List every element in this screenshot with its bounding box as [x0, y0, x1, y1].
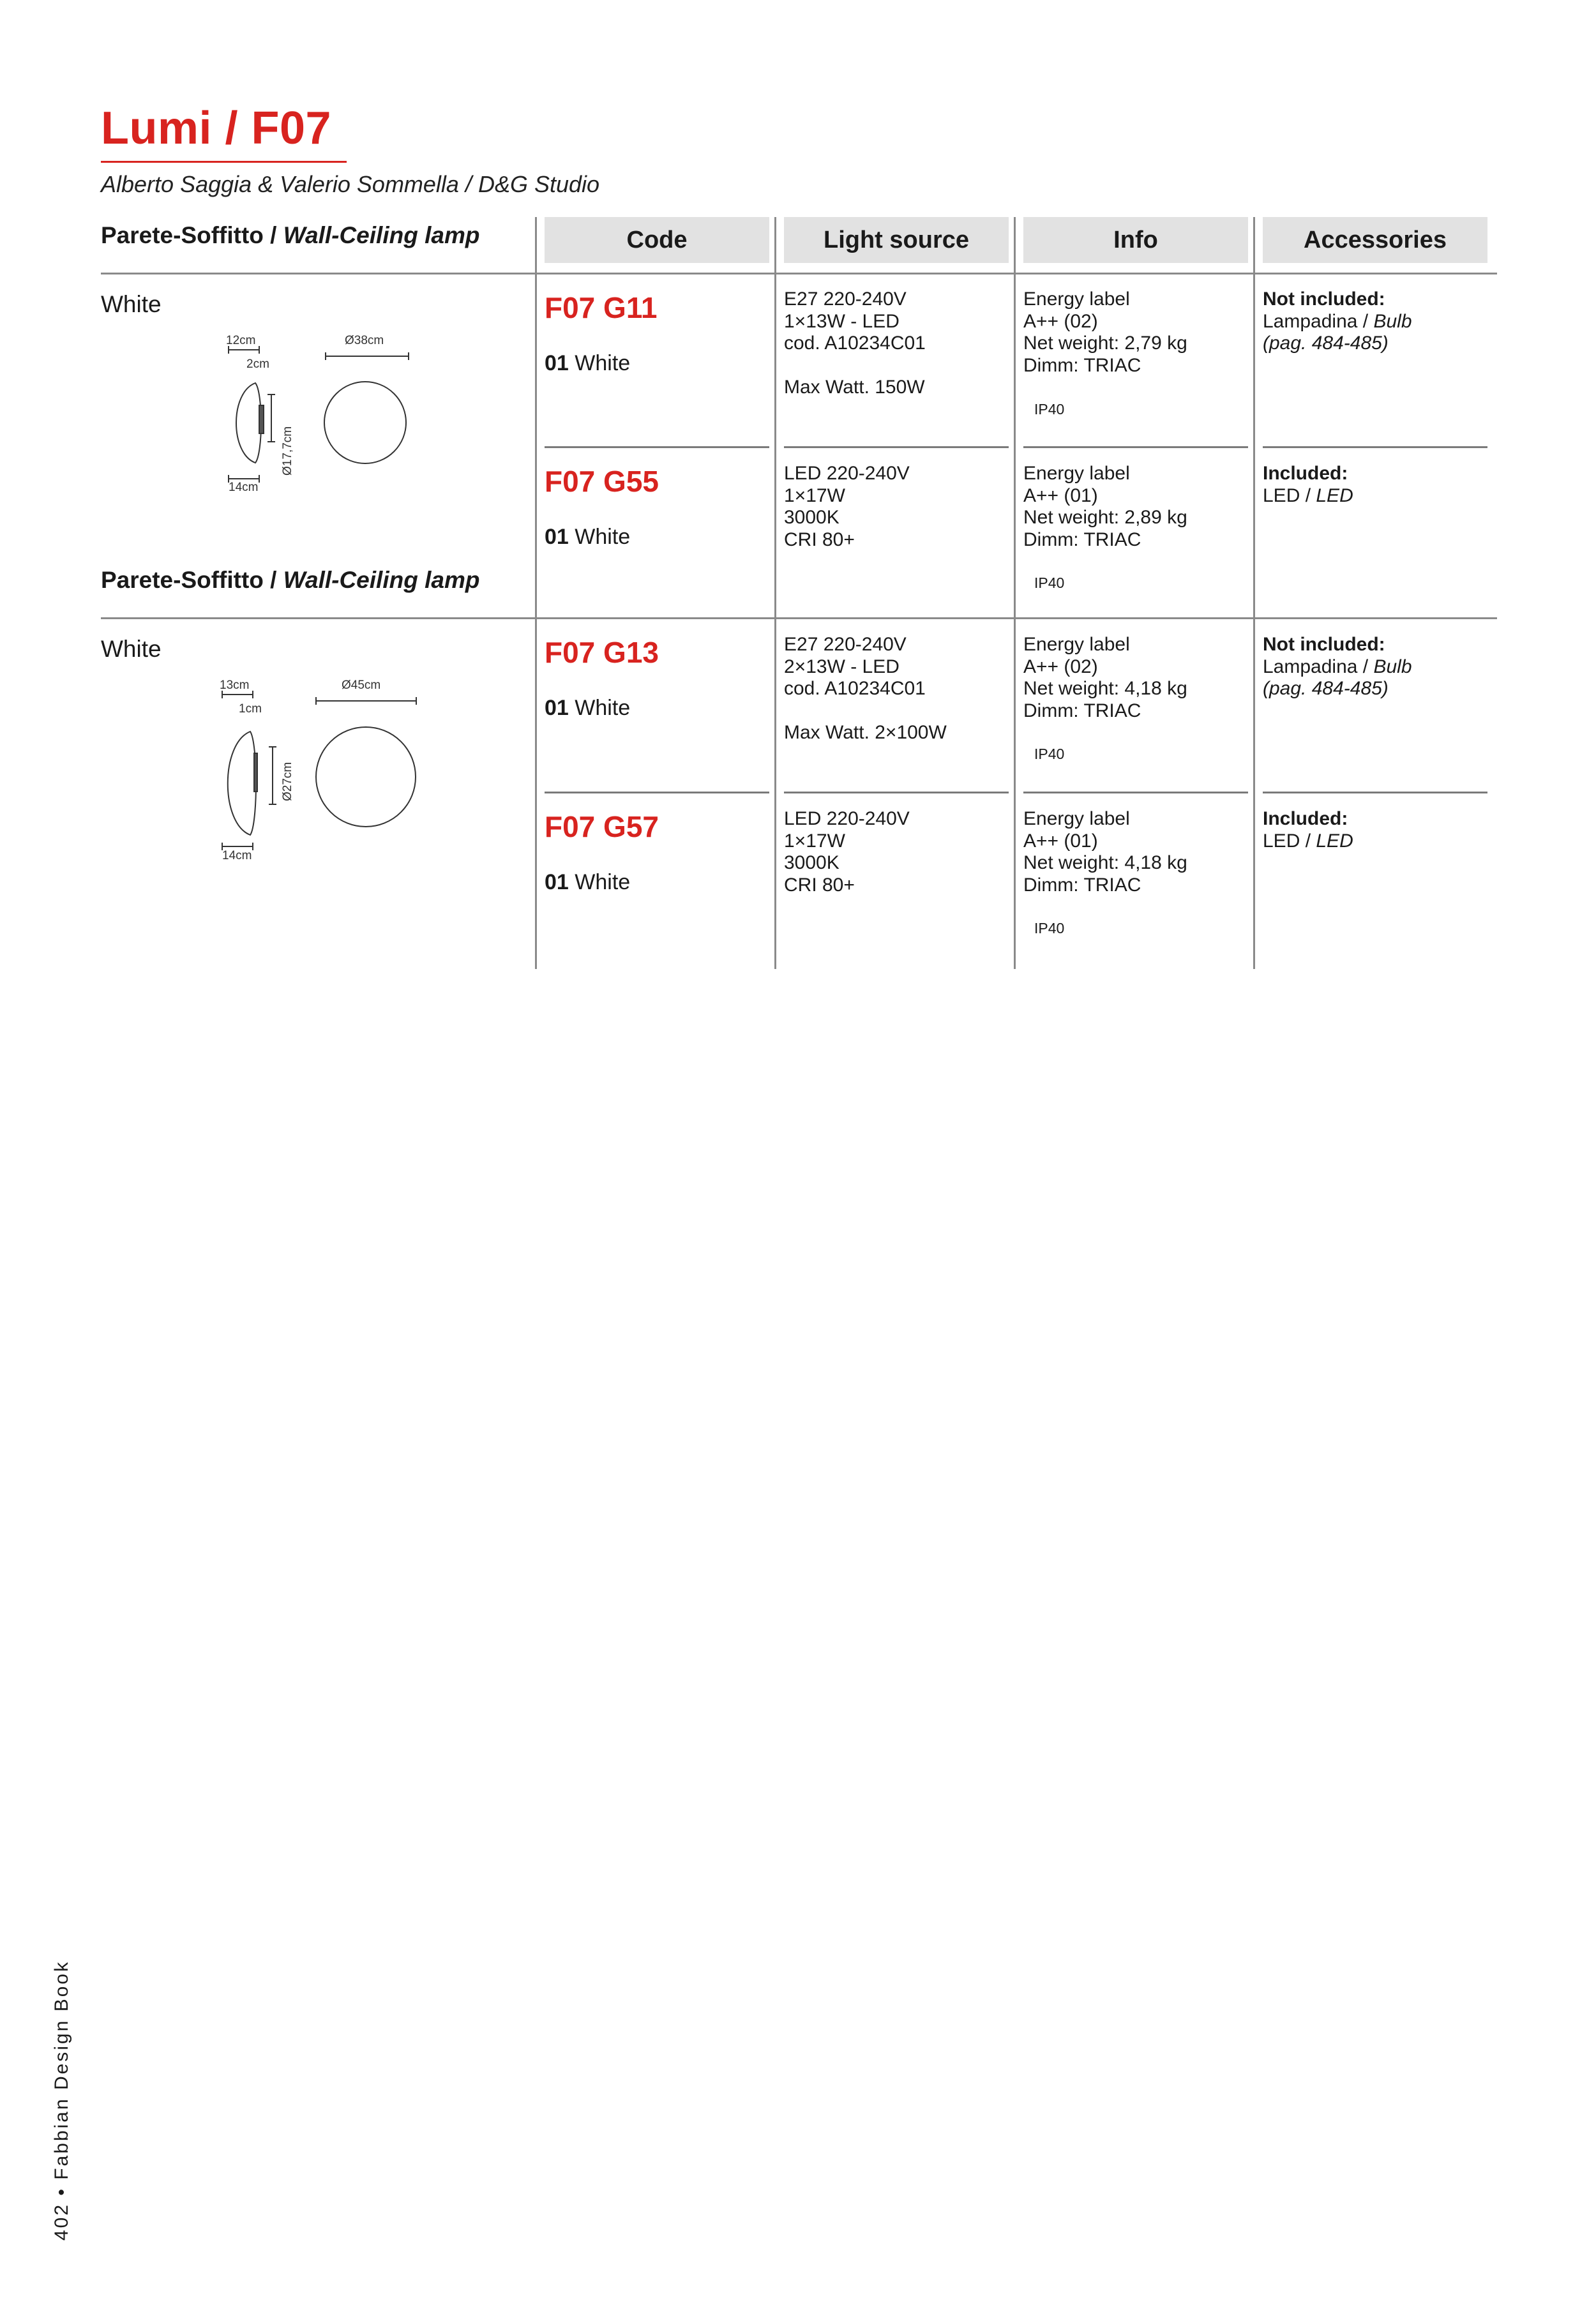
product-type-label [101, 222, 479, 249]
accessory-status: Included: [1263, 808, 1348, 829]
light-source-specs: E27 220-240V 1×13W - LED cod. A10234C01 Max Watt. 150W [784, 289, 926, 398]
finish-label: White [101, 636, 162, 662]
accessory-status: Not included: [1263, 634, 1385, 655]
variant-name: White [575, 870, 631, 894]
accessory-name-it: LED / [1263, 485, 1311, 506]
accessories-info [1263, 634, 1412, 700]
variant-name: White [575, 525, 631, 549]
column-header-info: Info [1023, 217, 1248, 263]
product-code: F07 G57 [545, 810, 659, 843]
accessory-status: Included: [1263, 463, 1348, 484]
variant-number: 01 [545, 351, 569, 375]
column-header-light-source: Light source [784, 217, 1009, 263]
accessory-status: Not included: [1263, 289, 1385, 310]
column-header-code: Code [545, 217, 769, 263]
column-header-accessories: Accessories [1263, 217, 1487, 263]
designer-credit: Alberto Saggia & Valerio Sommella / D&G Studio [101, 171, 600, 197]
light-source-specs: E27 220-240V 2×13W - LED cod. A10234C01 Max Watt. 2×100W [784, 634, 947, 743]
ip-rating: IP40 [1034, 746, 1065, 762]
variant-label [545, 870, 630, 895]
info-specs: Energy label A++ (01) Net weight: 2,89 kg Dimm: TRIAC [1023, 463, 1187, 550]
row-divider [545, 446, 769, 448]
accessory-page-ref: (pag. 484-485) [1263, 678, 1389, 699]
lamp-drawing-2 [211, 677, 428, 868]
type-english: Wall-Ceiling lamp [283, 222, 480, 248]
variant-number: 01 [545, 525, 569, 549]
ip-rating: IP40 [1034, 575, 1065, 591]
light-source-specs: LED 220-240V 1×17W 3000K CRI 80+ [784, 463, 910, 550]
accessory-name-it: Lampadina / [1263, 310, 1369, 332]
accessories-info [1263, 808, 1353, 852]
accessory-name-en: Bulb [1373, 656, 1412, 677]
row-divider [1263, 446, 1487, 448]
finish-label: White [101, 291, 162, 317]
type-italian: Parete-Soffitto / [101, 222, 277, 248]
column-divider [774, 217, 776, 969]
accessory-name-en: LED [1316, 830, 1353, 852]
dimension-diameter: Ø38cm [345, 334, 384, 347]
accessories-info [1263, 289, 1412, 355]
type-italian: Parete-Soffitto / [101, 567, 277, 593]
dimension-plate: 2cm [246, 357, 269, 371]
lamp-drawing-1 [217, 332, 421, 498]
dimension-depth: 12cm [226, 334, 256, 347]
row-divider [784, 792, 1009, 793]
ip-rating: IP40 [1034, 401, 1065, 417]
column-divider [535, 217, 537, 969]
product-code: F07 G13 [545, 636, 659, 669]
accessory-name-it: Lampadina / [1263, 656, 1369, 677]
accessories-info [1263, 463, 1353, 507]
technical-drawing [217, 332, 421, 498]
ip-rating: IP40 [1034, 920, 1065, 936]
dimension-diameter: Ø45cm [342, 679, 381, 692]
row-divider [784, 446, 1009, 448]
variant-label [545, 351, 630, 376]
product-code: F07 G11 [545, 291, 658, 324]
dimension-width: 14cm [222, 849, 252, 862]
column-divider [1253, 217, 1255, 969]
row-divider [1263, 792, 1487, 793]
group-divider [101, 617, 1497, 619]
technical-drawing [211, 677, 428, 868]
product-code: F07 G55 [545, 465, 659, 498]
row-divider [1023, 792, 1248, 793]
dimension-depth: 13cm [220, 679, 250, 692]
variant-number: 01 [545, 870, 569, 894]
page-title: Lumi / F07 [101, 103, 332, 154]
row-divider [1023, 446, 1248, 448]
dimension-width: 14cm [229, 481, 259, 494]
page-footer: 402 • Fabbian Design Book [51, 1960, 72, 2241]
info-specs: Energy label A++ (02) Net weight: 4,18 kg Dimm: TRIAC [1023, 634, 1187, 721]
product-type-label [101, 567, 479, 594]
title-underline [101, 161, 347, 163]
variant-name: White [575, 351, 631, 375]
accessory-name-it: LED / [1263, 830, 1311, 852]
info-specs: Energy label A++ (02) Net weight: 2,79 kg Dimm: TRIAC [1023, 289, 1187, 376]
accessory-name-en: LED [1316, 485, 1353, 506]
dimension-plate: 1cm [239, 702, 262, 716]
header-divider [101, 273, 1497, 274]
variant-label [545, 696, 630, 721]
variant-number: 01 [545, 696, 569, 720]
accessory-name-en: Bulb [1373, 310, 1412, 332]
variant-label [545, 525, 630, 550]
info-specs: Energy label A++ (01) Net weight: 4,18 kg Dimm: TRIAC [1023, 808, 1187, 896]
dimension-height: Ø27cm [281, 762, 294, 801]
light-source-specs: LED 220-240V 1×17W 3000K CRI 80+ [784, 808, 910, 896]
accessory-page-ref: (pag. 484-485) [1263, 333, 1389, 354]
type-english: Wall-Ceiling lamp [283, 567, 480, 593]
dimension-height: Ø17,7cm [281, 426, 294, 476]
variant-name: White [575, 696, 631, 720]
row-divider [545, 792, 769, 793]
column-divider [1014, 217, 1016, 969]
